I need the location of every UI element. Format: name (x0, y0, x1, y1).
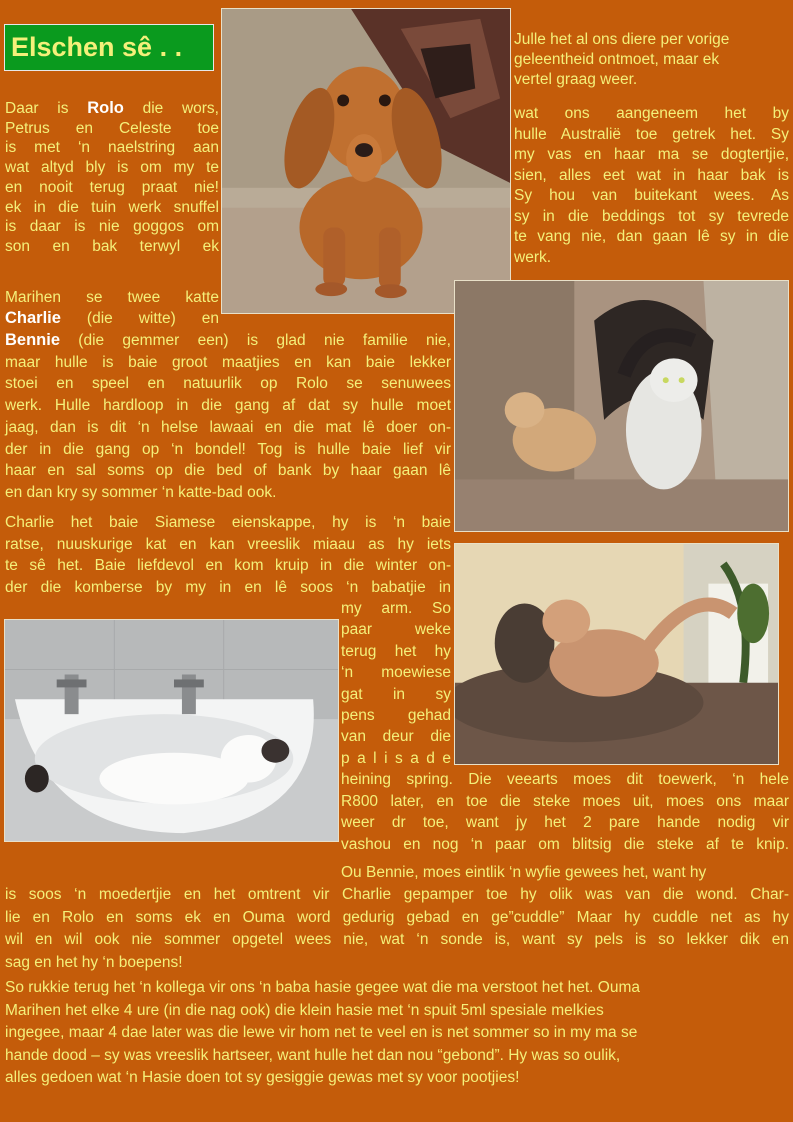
text-line (5, 99, 219, 119)
rolo-right-text (514, 104, 789, 268)
text-line: is met ‘n naelstring aan (5, 139, 219, 157)
cats-on-couch-photo (454, 543, 779, 765)
text-line: terug het hy (341, 642, 451, 660)
text-line: So rukkie terug het ‘n kollega vir ons ‘n baba hasie gegee wat die ma verstoot het het. Ouma (5, 979, 641, 996)
text-span: Daar is (5, 100, 88, 117)
rolo-name: Rolo (87, 99, 124, 117)
bennie-text (5, 884, 789, 974)
text-line: wat altyd bly is om my te (5, 159, 219, 177)
intro-right-text (514, 30, 784, 90)
text-line: Charlie het baie Siamese eienskappe, hy is ‘n baie (5, 514, 451, 531)
text-line: my vas en haar ma se dogtertjie, (514, 146, 789, 163)
text-line: hulle Australië toe getrek het. Sy (514, 125, 789, 143)
text-line: weer dr toe, want jy het 2 pare hande nodig vir (341, 814, 789, 831)
text-line: p a l i s a d e (341, 749, 451, 767)
text-line: Marihen het elke 4 ure (in die nag ook) die klein hasie met ‘n spuit 5ml spesiale melkies (5, 1001, 604, 1019)
text-line: wat ons aangeneem het by (514, 105, 789, 122)
text-line: wil en wil ook nie sommer opgetel wees nie, wat ‘n sonde is, want sy pels is so lekker dik en (5, 931, 789, 948)
text-line: Julle het al ons diere per vorige (514, 31, 730, 48)
text-line: vertel graag weer. (514, 71, 638, 88)
text-line: gat in sy (341, 685, 451, 703)
bennie-name: Bennie (5, 331, 61, 349)
text-line: ek in die tuin werk snuffel (5, 198, 219, 216)
text-line: Ou Bennie, moes eintlik ‘n wyfie gewees het, want hy (341, 864, 707, 881)
text-line: werk. Hulle hardloop in die gang af dat sy hulle moet (5, 397, 451, 415)
text-span: die wors, (123, 100, 219, 117)
text-line: sy in die beddings tot sy tevrede (514, 207, 789, 225)
cat-in-sink-photo (4, 619, 339, 842)
text-line: en dan kry sy sommer ‘n katte-bad ook. (5, 483, 277, 501)
text-line: Marihen se twee katte (5, 289, 219, 306)
text-line: paar weke (341, 621, 451, 639)
text-line: sag en het hy ‘n boepens! (5, 953, 183, 971)
charlie-text (5, 512, 451, 598)
text-line: lie en Rolo en soms ek en Ouma word gedurig gebad en ge”cuddle” Maar hy cuddle net as hy (5, 908, 789, 926)
text-line: son en bak terwyl ek (5, 237, 219, 255)
text-line: vashou en nog ‘n paar om blitsig die steke af te knip. (341, 835, 789, 853)
text-line: ratse, nuuskurige kat en kan vreeslik miaau as hy iets (5, 535, 451, 553)
text-line: van deur die (341, 728, 451, 746)
text-line: heining spring. Die veearts moes dit toewerk, ‘n hele (341, 771, 789, 788)
text-span: (die witte) en (60, 310, 219, 327)
text-line: en nooit terug praat nie! (5, 178, 219, 196)
text-line (5, 308, 219, 329)
text-line: te sê het. Baie liefdevol en kom kruip in die winter on- (5, 557, 451, 574)
hasie-text (5, 977, 789, 1090)
text-span: (die gemmer een) is glad nie familie nie, (60, 332, 451, 349)
text-line: Petrus en Celeste toe (5, 119, 219, 137)
text-line: my arm. So (341, 600, 451, 617)
text-line: werk. (514, 248, 552, 266)
text-line: der in die gang op ‘n bondel! Tog is hulle baie lief vir (5, 440, 451, 458)
cats-body-text (5, 330, 451, 504)
text-line: sien, alles eet wat in haar bak is (514, 166, 789, 184)
rolo-dachshund-photo (221, 8, 511, 314)
text-line: ‘n moewiese (341, 664, 451, 682)
text-line: R800 later, en toe die steke moes uit, moes ons maar (341, 792, 789, 810)
text-line: alles gedoen wat ‘n Hasie doen tot sy gesiggie gewas met sy voor pootjies! (5, 1069, 520, 1087)
cats-intro-text (5, 287, 219, 329)
text-line: geleentheid ontmoet, maar ek (514, 51, 720, 68)
text-line: maar hulle is baie groot maatjies en kan baie lekker (5, 353, 451, 371)
text-line: jaag, dan is dit ‘n helse lawaai en die mat lê doer on- (5, 418, 451, 436)
text-line: haar en sal soms op die bed of bank by haar gaan lê (5, 462, 451, 480)
charlie-name: Charlie (5, 309, 61, 327)
cats-fireplace-photo (454, 280, 789, 532)
text-line: pens gehad (341, 707, 451, 725)
text-line: is soos ‘n moedertjie en het omtrent vir Charlie gepamper toe hy olik was van die wond. Char- (5, 886, 789, 903)
text-line: Sy hou van buitekant wees. As (514, 187, 789, 204)
rolo-left-text (5, 99, 219, 257)
text-line: stoei en speel en natuurlik op Rolo se senuwees (5, 375, 451, 393)
page-title: Elschen sê . . (4, 24, 214, 71)
bennie-first-line (341, 862, 789, 884)
text-line: is daar is nie goggos om (5, 218, 219, 236)
narrow-column-text (341, 598, 451, 769)
text-line: der die komberse by my in en lê soos ‘n babatjie in (5, 578, 451, 596)
text-line (5, 330, 451, 352)
text-line: hande dood – sy was vreeslik hartseer, want hulle het dan nou “gebond”. Hy was so oulik, (5, 1046, 621, 1064)
text-line: ingegee, maar 4 dae later was die lewe vir hom net te veel en is net sommer so in my ma se (5, 1024, 638, 1042)
text-line: te vang nie, dan gaan lê sy in die (514, 228, 789, 245)
fence-text (341, 769, 789, 855)
